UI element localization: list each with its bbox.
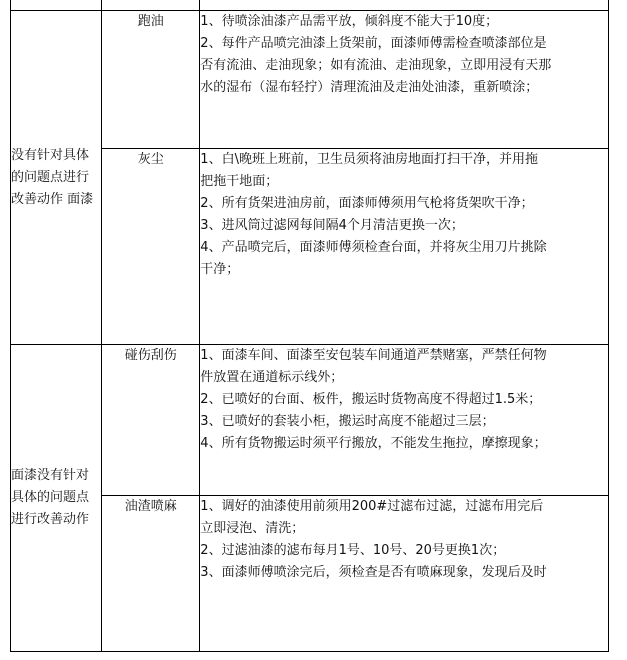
measure-line: 干净； — [200, 262, 240, 277]
measures-cell — [200, 149, 609, 345]
measures-cell — [200, 11, 609, 149]
measure-line: 3、进风筒过滤网每间隔4个月清洁更换一次； — [200, 218, 464, 233]
issue-label: 跑油 — [137, 14, 164, 29]
issue-cell — [102, 496, 200, 652]
issue-label: 灰尘 — [137, 152, 164, 167]
issue-cell — [102, 149, 200, 345]
table-row — [11, 11, 609, 149]
measure-line: 否有流油、走油现象；如有流油、走油现象，立即用浸有天那 — [200, 58, 552, 73]
measure-line: 1、白\晚班上班前，卫生员须将油房地面打扫干净，并用拖 — [200, 152, 538, 167]
measure-line: 把拖干地面； — [200, 174, 279, 189]
measure-line: 4、产品喷完后，面漆师傅须检查台面，并将灰尘用刀片挑除 — [200, 240, 547, 255]
category-text: 面漆没有针对具体的问题点进行改善动作 — [11, 468, 90, 527]
issue-label: 油渣喷麻 — [124, 499, 177, 514]
measure-line: 4、所有货物搬运时须平行搬放，不能发生拖拉，摩擦现象； — [200, 436, 547, 451]
table-row — [11, 345, 609, 496]
improvement-table — [10, 0, 609, 652]
table-row-partial — [11, 0, 609, 11]
measure-line: 立即浸泡、清洗； — [200, 521, 305, 536]
measure-line: 1、待喷涂油漆产品需平放，倾斜度不能大于10度； — [200, 14, 499, 29]
category-cell — [11, 11, 102, 345]
measures-cell — [200, 345, 609, 496]
category-cell — [11, 345, 102, 652]
partial-cell — [102, 0, 200, 11]
category-text: 没有针对具体的问题点进行改善动作 面漆 — [11, 147, 94, 207]
measure-line: 1、调好的油漆使用前须用200#过滤布过滤，过滤布用完后 — [200, 499, 544, 514]
issue-label: 碰伤刮伤 — [124, 348, 177, 363]
measure-line: 2、过滤油漆的滤布每月1号、10号、20号更换1次； — [200, 543, 506, 558]
measure-line: 件放置在通道标示线外； — [200, 370, 344, 385]
measure-line: 2、每件产品喷完油漆上货架前，面漆师傅需检查喷漆部位是 — [200, 36, 547, 51]
partial-cell — [11, 0, 102, 11]
measure-line: 1、面漆车间、面漆至安包装车间通道严禁赌塞，严禁任何物 — [200, 348, 547, 363]
measure-line: 水的湿布（湿布轻拧）清理流油及走油处油漆，重新喷涂； — [200, 80, 539, 95]
issue-cell — [102, 11, 200, 149]
partial-cell — [200, 0, 609, 11]
issue-cell — [102, 345, 200, 496]
measure-line: 3、面漆师傅喷涂完后，须检查是否有喷麻现象，发现后及时 — [200, 565, 547, 580]
measure-line: 3、已喷好的套装小柜，搬运时高度不能超过三层； — [200, 414, 495, 429]
measure-line: 2、已喷好的台面、板件，搬运时货物高度不得超过1.5米； — [200, 392, 542, 407]
measure-line: 2、所有货架进油房前，面漆师傅须用气枪将货架吹干净； — [200, 196, 534, 211]
measures-cell — [200, 496, 609, 652]
